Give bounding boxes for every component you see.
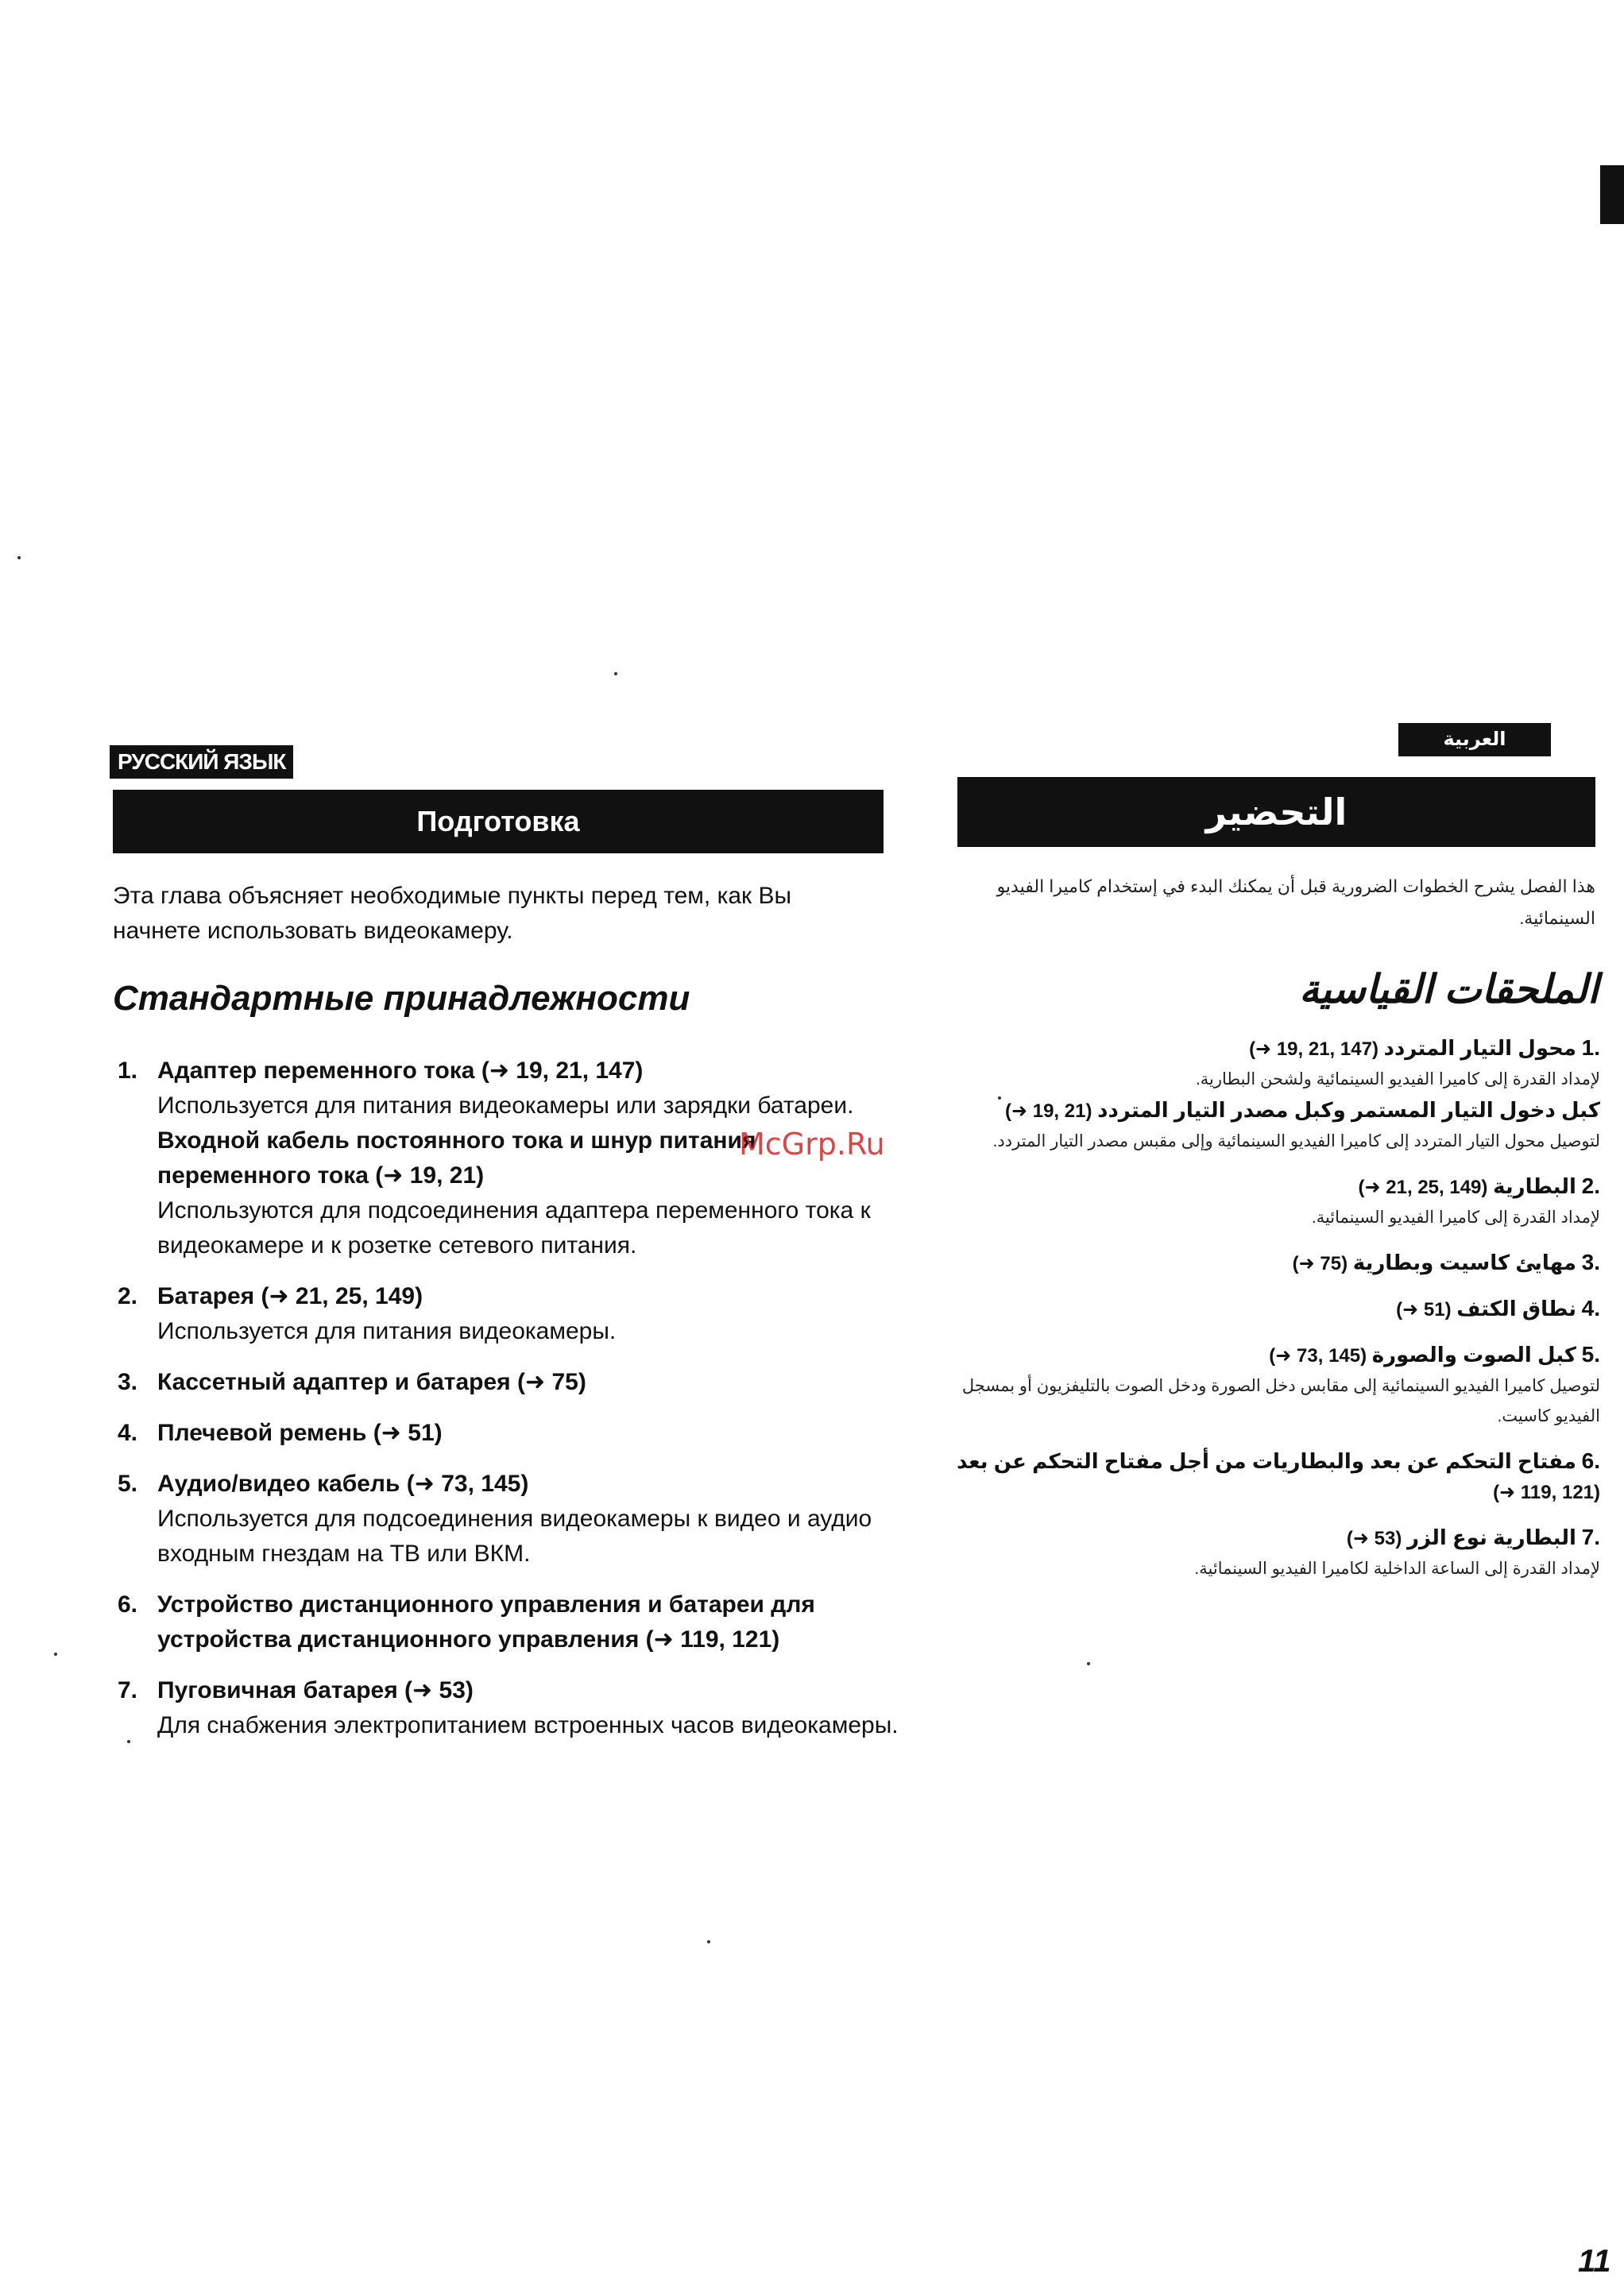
item-description: لإمداد القدرة إلى كاميرا الفيديو السينمائية. xyxy=(1311,1208,1600,1227)
item-reference: (➜ 75) xyxy=(1292,1253,1348,1274)
scan-speck xyxy=(54,1653,57,1656)
item-heading: نطاق الكتف xyxy=(1456,1297,1576,1320)
russian-language-badge: РУССКИЙ ЯЗЫК xyxy=(110,745,293,779)
item-heading: كبل الصوت والصورة xyxy=(1371,1343,1576,1367)
arabic-intro: هذا الفصل يشرح الخطوات الضرورية قبل أن يمكنك البدء في إستخدام كاميرا الفيديو السينمائية. xyxy=(996,876,1595,928)
scan-speck xyxy=(1087,1662,1090,1665)
item-description: لإمداد القدرة إلى كاميرا الفيديو السينمائية ولشحن البطارية. xyxy=(1195,1070,1600,1088)
item-heading: Кассетный адаптер и батарея (➜ 75) xyxy=(157,1369,586,1395)
list-item: 6. Устройство дистанционного управления и батареи для устройства дистанционного управления (➜ 119, 121) xyxy=(118,1587,912,1657)
list-item: 4. Плечевой ремень (➜ 51) xyxy=(118,1416,912,1451)
item-heading: Адаптер переменного тока (➜ 19, 21, 147) xyxy=(157,1058,644,1084)
item-reference: (➜ 119, 121) xyxy=(1493,1482,1600,1503)
item-heading: Плечевой ремень (➜ 51) xyxy=(157,1420,443,1446)
item-heading: كبل دخول التيار المستمر وكبل مصدر التيار المتردد xyxy=(1097,1098,1600,1122)
item-heading: مهايئ كاسيت وبطارية xyxy=(1352,1251,1576,1274)
item-heading: Аудио/видео кабель (➜ 73, 145) xyxy=(157,1471,529,1497)
arabic-accessory-list xyxy=(953,1033,1600,1599)
scan-speck xyxy=(707,1940,710,1943)
item-heading: Пуговичная батарея (➜ 53) xyxy=(157,1677,474,1703)
item-description: لإمداد القدرة إلى الساعة الداخلية لكاميرا الفيديو السينمائية. xyxy=(1194,1560,1600,1578)
item-description: Используется для питания видеокамеры. xyxy=(157,1318,617,1344)
list-item: 3. Кассетный адаптер и батарея (➜ 75) xyxy=(118,1365,912,1400)
arabic-subtitle: الملحقات القياسية xyxy=(1299,967,1599,1011)
item-description: Для снабжения электропитанием встроенных часов видеокамеры. xyxy=(157,1712,899,1738)
list-item: .3 مهايئ كاسيت وبطارية (➜ 75) xyxy=(1292,1250,1600,1274)
page-edge-tab xyxy=(1600,165,1624,224)
watermark: McGrp.Ru xyxy=(739,1127,885,1162)
item-heading: البطارية نوع الزر xyxy=(1407,1525,1576,1549)
item-reference: (➜ 51) xyxy=(1396,1299,1452,1320)
list-item: 1. Адаптер переменного тока (➜ 19, 21, 147) Используется для питания видеокамеры или зарядки батареи. Входной кабель постоянного тока и шнур питания переменного тока (➜ 19, 21) Используются для подсоединения адаптера переменного тока к видеокамере и к розетке сетевого питания. xyxy=(118,1054,912,1263)
item-heading: Входной кабель постоянного тока и шнур питания переменного тока (➜ 19, 21) xyxy=(157,1127,756,1189)
list-item: .6 مفتاح التحكم عن بعد والبطاريات من أجل مفتاح التحكم عن بعد (➜ 119, 121) xyxy=(957,1448,1600,1503)
item-heading: مفتاح التحكم عن بعد والبطاريات من أجل مفتاح التحكم عن بعد xyxy=(957,1449,1576,1473)
list-item: 5. Аудио/видео кабель (➜ 73, 145) Используется для подсоединения видеокамеры к видео и аудио входным гнездам на ТВ или ВКМ. xyxy=(118,1467,912,1572)
arabic-section-title: التحضير xyxy=(957,777,1595,847)
item-reference: (➜ 19, 21, 147) xyxy=(1249,1038,1378,1060)
item-reference: (➜ 21, 25, 149) xyxy=(1358,1177,1488,1198)
list-item: .7 البطارية نوع الزر (➜ 53) لإمداد القدرة إلى الساعة الداخلية لكاميرا الفيديو السينمائية. xyxy=(953,1522,1600,1584)
russian-subtitle: Стандартные принадлежности xyxy=(113,979,690,1018)
scan-speck xyxy=(614,672,617,675)
list-item: 2. Батарея (➜ 21, 25, 149) Используется для питания видеокамеры. xyxy=(118,1279,912,1349)
item-heading: Устройство дистанционного управления и батареи для устройства дистанционного управления (➜ 119, 121) xyxy=(157,1591,815,1653)
item-reference: (➜ 73, 145) xyxy=(1269,1345,1367,1367)
scan-speck xyxy=(998,1096,1001,1100)
list-item: .5 كبل الصوت والصورة (➜ 73, 145) لتوصيل كاميرا الفيديو السينمائية إلى مقابس دخل الصورة ودخل الصوت بالتليفزيون أو بمسجل الفيديو كاسيت. xyxy=(953,1340,1600,1432)
list-item: .2 البطارية (➜ 21, 25, 149) لإمداد القدرة إلى كاميرا الفيديو السينمائية. xyxy=(953,1171,1600,1233)
item-description: لتوصيل محول التيار المتردد إلى كاميرا الفيديو السينمائية وإلى مقبس مصدر التيار المتردد. xyxy=(992,1132,1600,1150)
scan-speck xyxy=(127,1740,130,1743)
list-item: .1 محول التيار المتردد (➜ 19, 21, 147) لإمداد القدرة إلى كاميرا الفيديو السينمائية ولشحن البطارية. كبل دخول التيار المستمر وكبل مصدر التيار المتردد (➜ 19, 21) لتوصيل محول التيار المتردد إلى كاميرا الفيديو السينمائية وإلى مقبس مصدر التيار المتردد. xyxy=(953,1033,1600,1157)
item-heading: البطارية xyxy=(1493,1174,1576,1198)
item-description: Используется для подсоединения видеокамеры к видео и аудио входным гнездам на ТВ или ВКМ. xyxy=(157,1506,872,1567)
scan-speck xyxy=(17,556,21,559)
page-number: 11 xyxy=(1578,2244,1611,2279)
arabic-language-badge: العربية xyxy=(1398,723,1551,756)
russian-intro: Эта глава объясняет необходимые пункты перед тем, как Вы начнете использовать видеокамеру. xyxy=(113,883,792,944)
list-item: .4 نطاق الكتف (➜ 51) xyxy=(1396,1296,1600,1320)
item-reference: (➜ 19, 21) xyxy=(1004,1100,1092,1122)
item-description: Используется для питания видеокамеры или зарядки батареи. xyxy=(157,1092,854,1119)
item-reference: (➜ 53) xyxy=(1346,1528,1402,1549)
item-description: لتوصيل كاميرا الفيديو السينمائية إلى مقابس دخل الصورة ودخل الصوت بالتليفزيون أو بمسجل الفيديو كاسيت. xyxy=(961,1377,1600,1425)
item-description: Используются для подсоединения адаптера переменного тока к видеокамере и к розетке сетевого питания. xyxy=(157,1197,871,1259)
item-heading: محول التيار المتردد xyxy=(1383,1036,1576,1060)
item-heading: Батарея (➜ 21, 25, 149) xyxy=(157,1283,423,1309)
list-item: 7. Пуговичная батарея (➜ 53) Для снабжения электропитанием встроенных часов видеокамеры. xyxy=(118,1673,912,1743)
russian-section-title: Подготовка xyxy=(113,790,884,853)
